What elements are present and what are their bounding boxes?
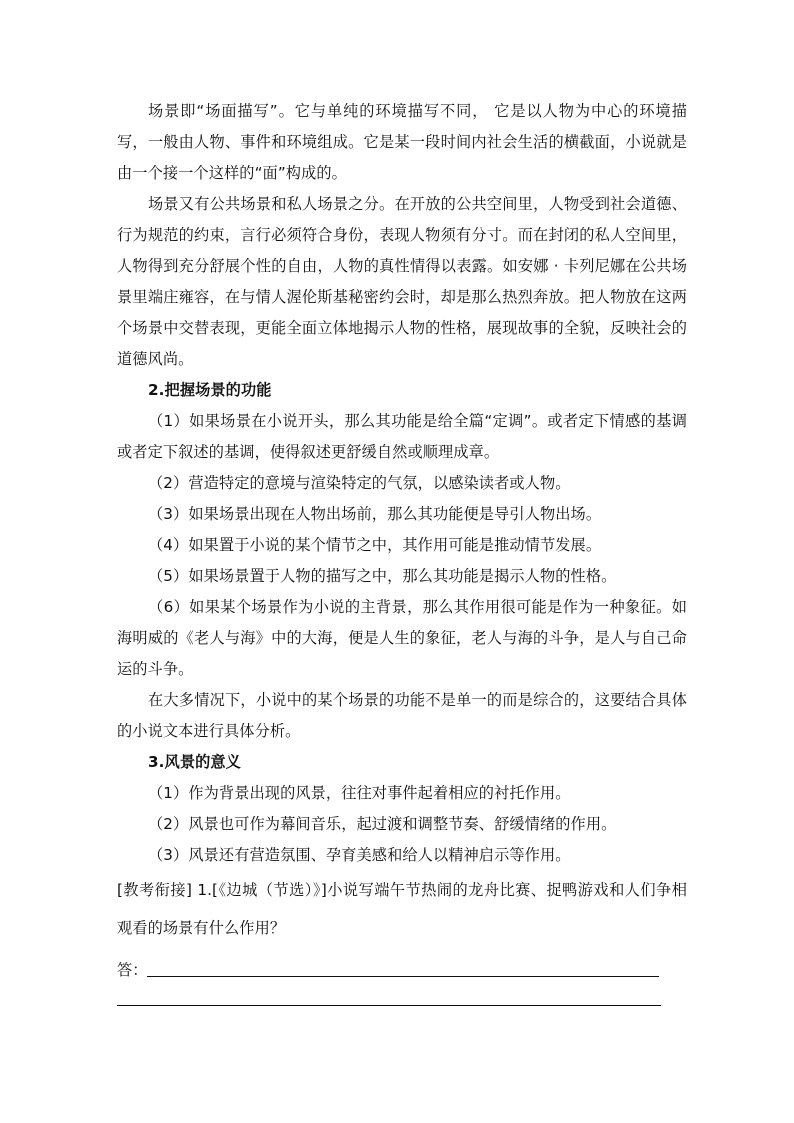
exam-bridge-question-text: 1.[《边城（节选）》]小说写端午节热闹的龙舟比赛、捉鸭游戏和人们争相观看的场景有什么作用？ [117,881,687,937]
list-item-scenery-1: （1）作为背景出现的风景，往往对事件起着相应的衬托作用。 [148,784,571,802]
list-item-function-4: （4）如果置于小说的某个情节之中，其作用可能是推动情节发展。 [148,536,602,554]
section-heading-scene-function: 2.把握场景的功能 [148,381,272,399]
paragraph-function-summary: 在大多情况下，小说中的某个场景的功能不是单一的而是综合的，这要结合具体的小说文本进行具体分析。 [117,691,687,740]
answer-line-1[interactable] [147,976,659,977]
list-item-function-3: （3）如果场景出现在人物出场前，那么其功能便是导引人物出场。 [148,505,602,523]
section-heading-scenery-meaning: 3.风景的意义 [148,753,241,771]
list-item-function-5: （5）如果场景置于人物的描写之中，那么其功能是揭示人物的性格。 [148,567,617,585]
answer-label: 答： [117,961,148,979]
list-item-function-6: （6）如果某个场景作为小说的主背景，那么其作用很可能是作为一种象征。如海明威的《老人与海》中的大海，便是人生的象征，老人与海的斗争，是人与自己命运的斗争。 [117,598,687,678]
exam-bridge-question [117,871,687,947]
paragraph-scene-definition: 场景即“场面描写”。它与单纯的环境描写不同， 它是以人物为中心的环境描写，一般由人物、事件和环境组成。它是某一段时间内社会生活的横截面，小说就是由一个接一个这样的“面”构成的。 [117,102,687,182]
answer-row [117,947,687,981]
exam-bridge-tag: [教考衔接] [117,881,193,899]
list-item-function-1: （1）如果场景在小说开头，那么其功能是给全篇“定调”。或者定下情感的基调或者定下叙述的基调，使得叙述更舒缓自然或顺理成章。 [117,412,687,461]
paragraph-public-private-scene: 场景又有公共场景和私人场景之分。在开放的公共空间里，人物受到社会道德、行为规范的约束，言行必须符合身份，表现人物须有分寸。而在封闭的私人空间里，人物得到充分舒展个性的自由，人物的真性情得以表露。如安娜 · 卡列尼娜在公共场景里端庄雍容，在与情人渥伦斯基秘密约会时，却是那么热烈奔放。把人物放在这两个场景中交替表现，更能全面立体地揭示人物的性格，展现故事的全貌，反映社会的道德风尚。 [117,195,687,368]
answer-line-2[interactable] [117,1005,661,1006]
document-body [117,96,687,1006]
list-item-scenery-3: （3）风景还有营造氛围、孕育美感和给人以精神启示等作用。 [148,846,571,864]
list-item-scenery-2: （2）风景也可作为幕间音乐，起过渡和调整节奏、舒缓情绪的作用。 [148,815,617,833]
list-item-function-2: （2）营造特定的意境与渲染特定的气氛，以感染读者或人物。 [148,474,571,492]
